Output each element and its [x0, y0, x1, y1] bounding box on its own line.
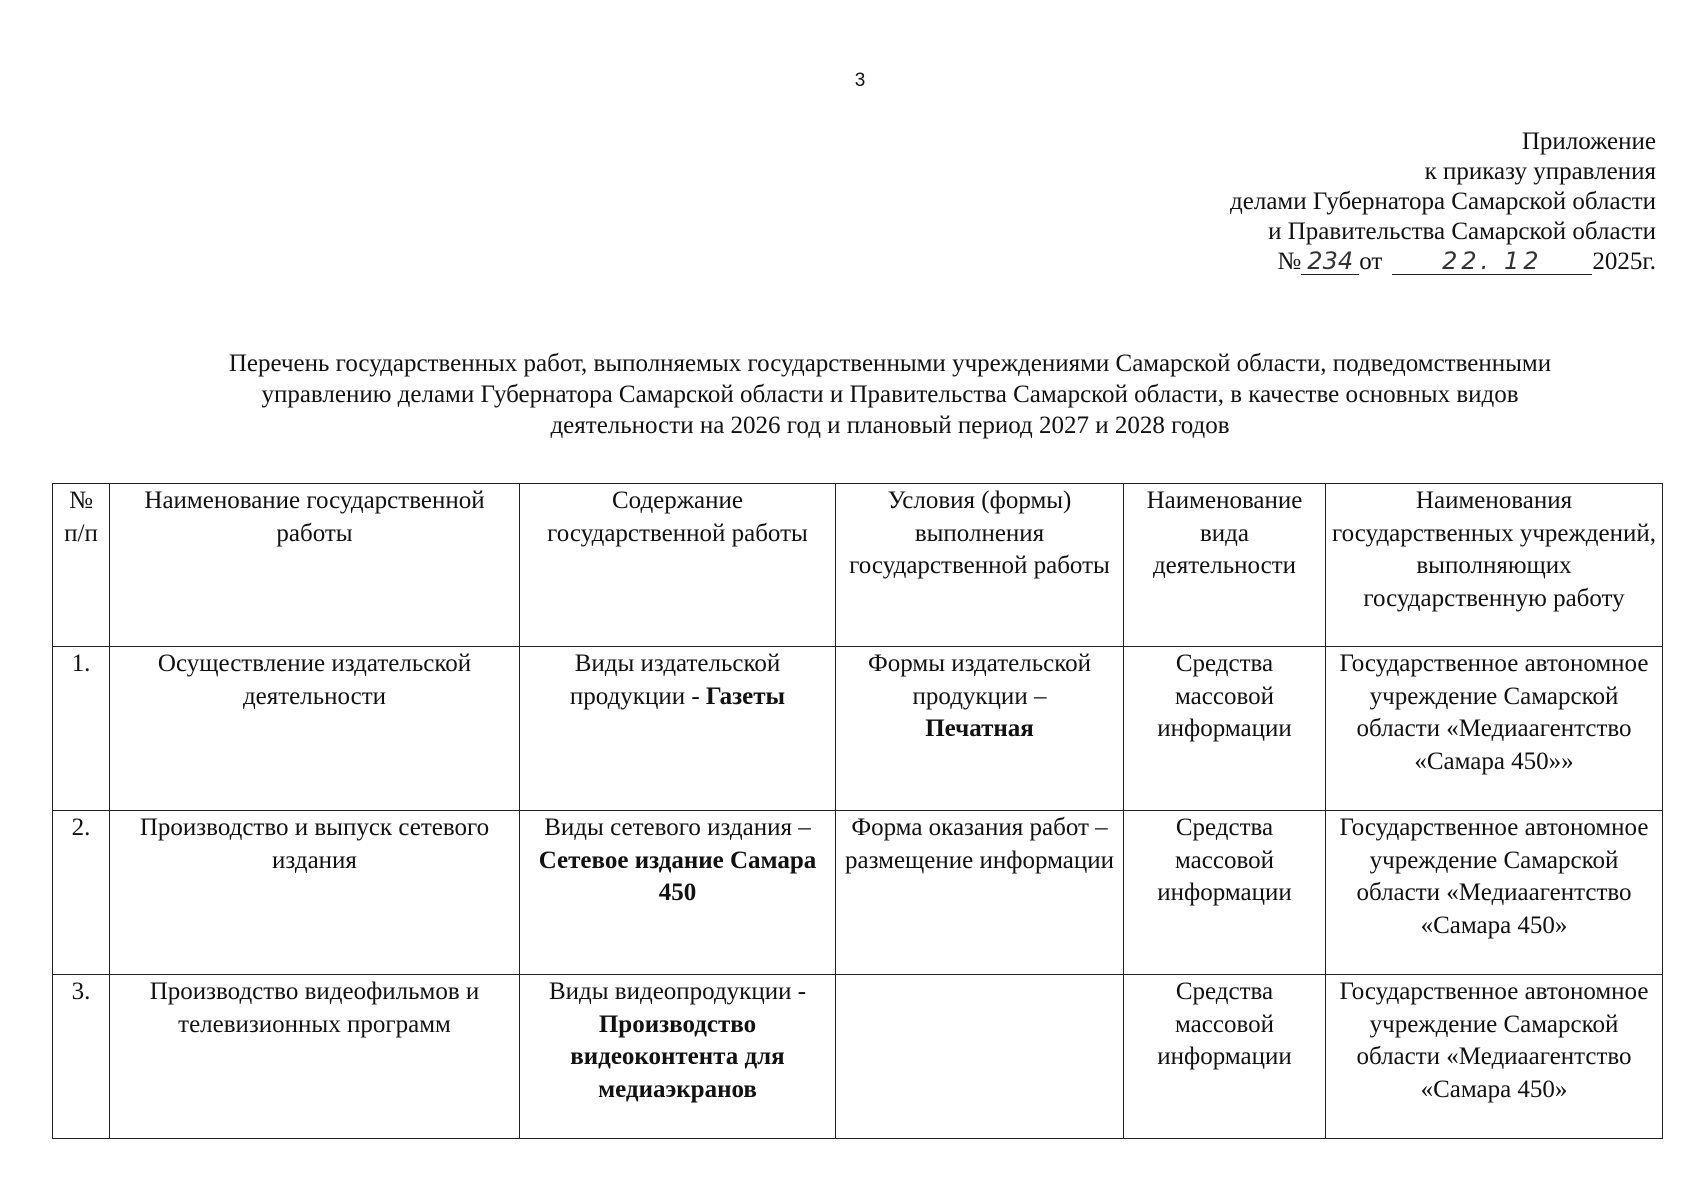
row-number: 2. — [53, 811, 110, 975]
document-title-line-2: управлению делами Губернатора Самарской области и Правительства Самарской области, в качестве основных видов — [261, 381, 1519, 408]
table-row — [53, 975, 1663, 1139]
work-content-emphasis: Производство видеоконтента для медиаэкранов — [570, 1010, 785, 1103]
work-content — [520, 647, 836, 811]
row-number: 3. — [53, 975, 110, 1139]
work-conditions-text: Форма оказания работ – размещение информации — [845, 814, 1114, 874]
header-work-name: Наименование государственной работы — [110, 484, 520, 647]
work-conditions — [836, 647, 1124, 811]
activity-type: Средства массовой информации — [1124, 811, 1326, 975]
table-row — [53, 647, 1663, 811]
handwritten-order-number: 234 — [1301, 248, 1359, 275]
handwritten-order-date: 22. 12 — [1392, 248, 1592, 275]
work-content-emphasis: Газеты — [705, 682, 786, 710]
header-institutions: Наименования государственных учреждений, выполняющих государственную работу — [1326, 484, 1663, 647]
work-name: Производство видеофильмов и телевизионных программ — [110, 975, 520, 1139]
header-number: № п/п — [53, 484, 110, 647]
work-name: Производство и выпуск сетевого издания — [110, 811, 520, 975]
work-name: Осуществление издательской деятельности — [110, 647, 520, 811]
institution: Государственное автономное учреждение Самарской области «Медиаагентство «Самара 450» — [1326, 975, 1663, 1139]
page-number: 3 — [854, 70, 866, 91]
header-work-content: Содержание государственной работы — [520, 484, 836, 647]
table-row — [53, 811, 1663, 975]
date-prefix: от — [1359, 248, 1383, 275]
work-content-text: Виды сетевого издания – — [544, 814, 811, 841]
work-content-emphasis: Сетевое издание Самара 450 — [538, 846, 817, 906]
work-content — [520, 811, 836, 975]
appendix-block — [1230, 127, 1656, 277]
order-year: 2025г. — [1592, 248, 1656, 275]
works-table — [52, 483, 1663, 1139]
table-header-row — [53, 484, 1663, 647]
appendix-title: Приложение — [1521, 128, 1656, 155]
work-content-text: Виды видеопродукции - — [548, 978, 807, 1005]
institution: Государственное автономное учреждение Самарской области «Медиаагентство «Самара 450»» — [1326, 647, 1663, 811]
activity-type: Средства массовой информации — [1124, 647, 1326, 811]
document-title — [120, 348, 1660, 441]
number-prefix: № — [1277, 248, 1302, 275]
header-activity-type: Наименование вида деятельности — [1124, 484, 1326, 647]
appendix-line-2: делами Губернатора Самарской области — [1230, 188, 1656, 215]
work-content — [520, 975, 836, 1139]
document-title-line-3: деятельности на 2026 год и плановый период 2027 и 2028 годов — [550, 412, 1230, 439]
row-number: 1. — [53, 647, 110, 811]
activity-type: Средства массовой информации — [1124, 975, 1326, 1139]
work-conditions — [836, 975, 1124, 1139]
header-work-conditions: Условия (формы) выполнения государственной работы — [836, 484, 1124, 647]
work-conditions — [836, 811, 1124, 975]
work-content-text: Виды издательской продукции - — [569, 650, 781, 710]
appendix-line-1: к приказу управления — [1424, 158, 1656, 185]
document-title-line-1: Перечень государственных работ, выполняемых государственными учреждениями Самарской области, подведомственными — [228, 350, 1552, 377]
appendix-line-3: и Правительства Самарской области — [1268, 218, 1656, 245]
work-conditions-emphasis: Печатная — [925, 715, 1034, 742]
order-number-date-line — [1230, 247, 1656, 277]
work-conditions-text: Формы издательской продукции – — [868, 650, 1091, 710]
institution: Государственное автономное учреждение Самарской области «Медиаагентство «Самара 450» — [1326, 811, 1663, 975]
